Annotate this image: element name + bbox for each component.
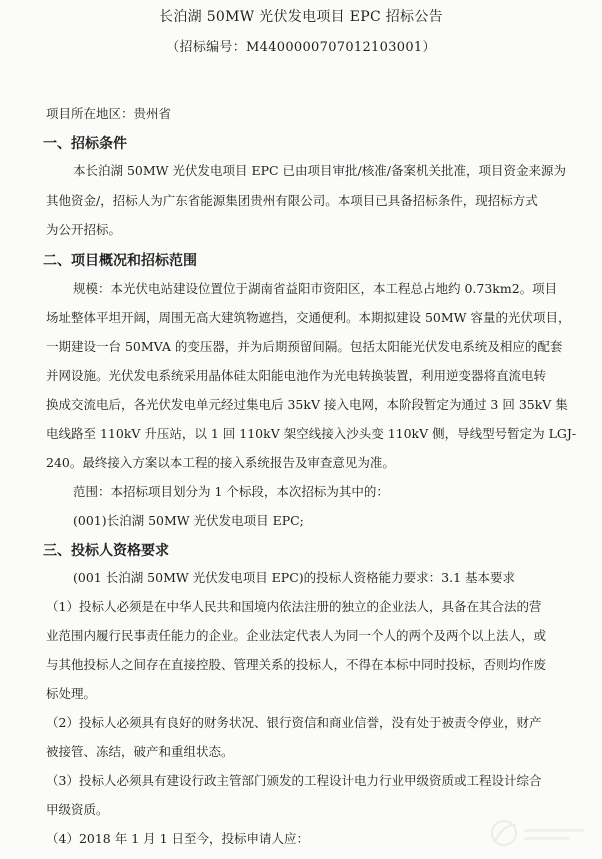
- s3-line: 甲级资质。: [46, 802, 109, 817]
- s3-line: 与其他投标人之间存在直接控股、管理关系的投标人，不得在本标中同时投标，否则均作废: [46, 657, 547, 672]
- s2-line: 场址整体平坦开阔，周围无高大建筑物遮挡，交通便利。本期拟建设 50MW 容量的光伏项目，: [46, 310, 571, 325]
- s3-line: 被接管、冻结，破产和重组状态。: [46, 744, 234, 759]
- section-2-heading: 二、项目概况和招标范围: [43, 253, 197, 269]
- s2-line: 240。最终接入方案以本工程的接入系统报告及审查意见为准。: [46, 455, 395, 470]
- s2-line: 并网设施。光伏发电系统采用晶体硅太阳能电池作为光电转换装置，利用逆变器将直流电转: [46, 368, 547, 383]
- s3-line: （4）2018 年 1 月 1 日至今，投标申请人应：: [46, 831, 310, 846]
- s3-line: 业范围内履行民事责任能力的企业。企业法定代表人为同一个人的两个及两个以上法人，或: [46, 628, 547, 643]
- s1-line: 其他资金/，招标人为广东省能源集团贵州有限公司。本项目已具备招标条件，现招标方式: [46, 193, 538, 208]
- s1-line: 为公开招标。: [46, 222, 122, 237]
- s1-line: 本长泊湖 50MW 光伏发电项目 EPC 已由项目审批/核准/备案机关批准，项目资金来源为: [73, 163, 566, 178]
- s2-line: 电线路至 110kV 升压站，以 1 回 110kV 架空线接入沙头变 110kV 侧，导线型号暂定为 LGJ-: [46, 426, 577, 441]
- tender-number: （招标编号：M4400000707012103001）: [166, 40, 436, 55]
- s3-line: 标处理。: [46, 686, 97, 701]
- watermark-icon: [484, 813, 594, 853]
- s2-line: 范围：本招标项目划分为 1 个标段，本次招标为其中的：: [73, 484, 389, 499]
- s2-line: 一期建设一台 50MVA 的变压器，并为后期预留间隔。包括太阳能光伏发电系统及相应的配套: [46, 339, 563, 354]
- s3-line: （3）投标人必须具有建设行政主管部门颁发的工程设计电力行业甲级资质或工程设计综合: [46, 773, 542, 788]
- s3-line: （2）投标人必须具有良好的财务状况、银行资信和商业信誉，没有处于被责令停业，财产: [46, 715, 542, 730]
- s3-line: (001 长泊湖 50MW 光伏发电项目 EPC)的投标人资格能力要求：3.1 基本要求: [73, 570, 516, 585]
- s3-line: （1）投标人必须是在中华人民共和国境内依法注册的独立的企业法人，具备在其合法的营: [46, 599, 542, 614]
- project-location: 项目所在地区：贵州省: [46, 106, 172, 121]
- s2-line: (001)长泊湖 50MW 光伏发电项目 EPC;: [73, 513, 304, 528]
- section-1-heading: 一、招标条件: [43, 136, 127, 152]
- s2-line: 换成交流电后，各光伏发电单元经过集电后 35kV 接入电网，本阶段暂定为通过 3 回 35kV 集: [46, 397, 568, 412]
- s2-line: 规模：本光伏电站建设位置位于湖南省益阳市资阳区，本工程总占地约 0.73km2。项目: [73, 281, 558, 296]
- page-title: 长泊湖 50MW 光伏发电项目 EPC 招标公告: [159, 9, 443, 25]
- section-3-heading: 三、投标人资格要求: [43, 543, 169, 559]
